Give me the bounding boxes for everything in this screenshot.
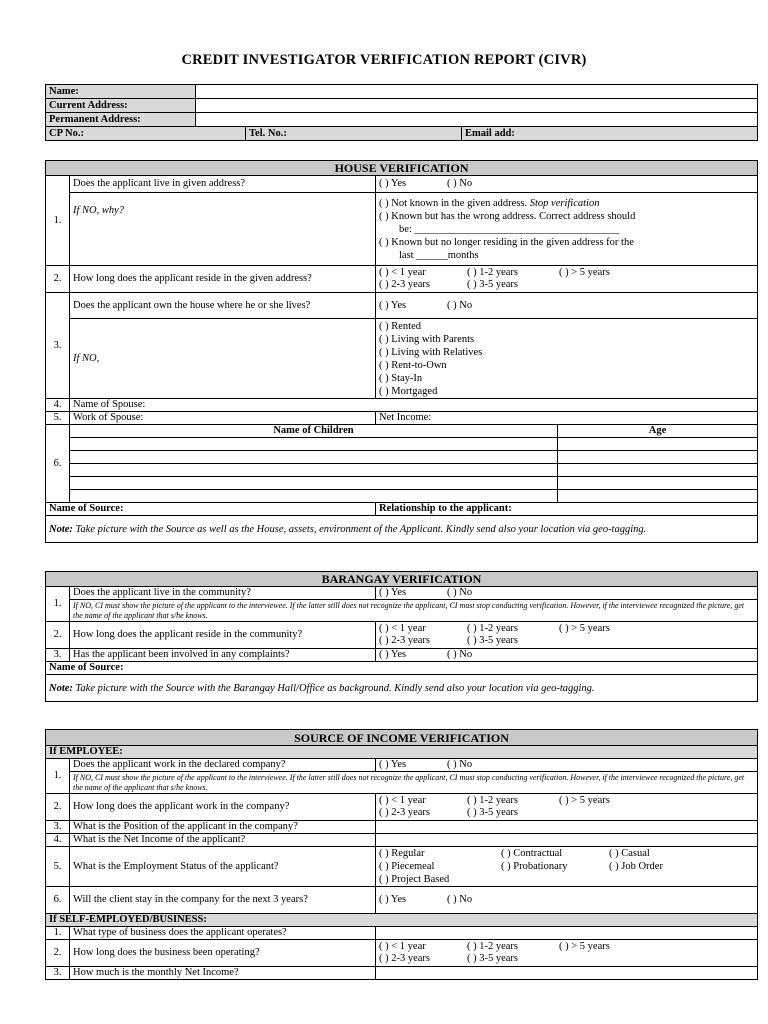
house-q2: How long does the applicant reside in the given address? — [70, 266, 376, 293]
duration-gt5[interactable]: ( ) > 5 years — [559, 941, 610, 952]
child-age-cell[interactable] — [558, 438, 758, 451]
business-type-field[interactable] — [376, 927, 758, 940]
child-name-cell[interactable] — [70, 477, 558, 490]
duration-1-2[interactable]: ( ) 1-2 years — [467, 795, 519, 806]
business-q3: How much is the monthly Net Income? — [70, 967, 376, 980]
item-number: 2. — [46, 940, 70, 967]
barangay-note: Take picture with the Source with the Barangay Hall/Office as background. Kindly send also your location via geo-tagging. — [75, 682, 595, 694]
barangay-verification-table — [45, 571, 758, 702]
item-number: 4. — [46, 399, 70, 412]
barangay-q1-note: If NO, CI must show the picture of the applicant to the interviewee. If the latter still does not recognize the applicant, CI must stop conducting verification. However, if the interviewee recognized the picture, get the name of the applicant that s/he knows. — [70, 600, 758, 622]
child-name-cell[interactable] — [70, 490, 558, 503]
contractual-option[interactable]: ( ) Contractual — [501, 848, 563, 859]
spouse-name-label: Name of Spouse: — [70, 399, 758, 412]
employee-q3: What is the Position of the applicant in the company? — [70, 821, 376, 834]
yes-option[interactable]: ( ) Yes — [379, 178, 407, 189]
item-number: 2. — [46, 266, 70, 293]
item-number: 5. — [46, 412, 70, 425]
house-verification-table — [45, 160, 758, 543]
current-address-field[interactable] — [196, 99, 758, 113]
job-order-option[interactable]: ( ) Job Order — [609, 861, 663, 872]
children-header: Name of Children — [70, 425, 558, 438]
duration-2-3[interactable]: ( ) 2-3 years — [379, 807, 431, 818]
duration-lt1[interactable]: ( ) < 1 year — [379, 795, 426, 806]
position-field[interactable] — [376, 821, 758, 834]
income-header: SOURCE OF INCOME VERIFICATION — [46, 730, 758, 746]
duration-3-5[interactable]: ( ) 3-5 years — [467, 807, 519, 818]
note-label: Note: — [49, 682, 73, 694]
child-age-cell[interactable] — [558, 464, 758, 477]
permanent-address-label: Permanent Address: — [46, 113, 196, 127]
employee-q5: What is the Employment Status of the applicant? — [70, 847, 376, 887]
employee-q2: How long does the applicant work in the company? — [70, 794, 376, 821]
item-number: 5. — [46, 847, 70, 887]
yes-option[interactable]: ( ) Yes — [379, 649, 407, 660]
employee-q1: Does the applicant work in the declared company? — [70, 759, 376, 772]
report-title: CREDIT INVESTIGATOR VERIFICATION REPORT (CIVR) — [181, 52, 587, 68]
business-q2: How long does the business been operating? — [70, 940, 376, 967]
item-number: 1. — [46, 759, 70, 794]
applicant-info-table — [45, 84, 758, 141]
house-note: Take picture with the Source as well as the House, assets, environment of the Applicant. Kindly send also your location via geo-tagging. — [75, 523, 647, 535]
duration-1-2[interactable]: ( ) 1-2 years — [467, 623, 519, 634]
duration-lt1[interactable]: ( ) < 1 year — [379, 267, 426, 278]
child-name-cell[interactable] — [70, 438, 558, 451]
not-known-option[interactable]: ( ) Not known in the given address. — [379, 197, 528, 209]
item-number: 3. — [46, 649, 70, 662]
business-q1: What type of business does the applicant operates? — [70, 927, 376, 940]
item-number: 6. — [46, 425, 70, 503]
no-option[interactable]: ( ) No — [447, 178, 473, 189]
duration-3-5[interactable]: ( ) 3-5 years — [467, 635, 519, 646]
no-option[interactable]: ( ) No — [447, 649, 473, 660]
duration-gt5[interactable]: ( ) > 5 years — [559, 267, 610, 278]
item-number: 3. — [46, 967, 70, 980]
barangay-source-label: Name of Source: — [46, 662, 758, 675]
house-q1: Does the applicant live in given address? — [70, 176, 376, 193]
probationary-option[interactable]: ( ) Probationary — [501, 861, 568, 872]
duration-gt5[interactable]: ( ) > 5 years — [559, 795, 610, 806]
spouse-work-label: Work of Spouse: — [70, 412, 376, 425]
yes-option[interactable]: ( ) Yes — [379, 759, 407, 770]
item-number: 6. — [46, 887, 70, 914]
house-header: HOUSE VERIFICATION — [46, 161, 758, 176]
permanent-address-field[interactable] — [196, 113, 758, 127]
monthly-income-field[interactable] — [376, 967, 758, 980]
item-number: 1. — [46, 176, 70, 266]
net-income-label: Net Income: — [376, 412, 758, 425]
living-with-relatives-option[interactable]: ( ) Living with Relatives — [379, 346, 483, 358]
employee-q1-note: If NO, CI must show the picture of the applicant to the interviewee. If the latter still does not recognize the applicant, CI must stop conducting verification. However, if the interviewee recognized the picture, get the name of the applicant that s/he knows. — [70, 772, 758, 794]
living-with-parents-option[interactable]: ( ) Living with Parents — [379, 333, 475, 345]
self-employed-label: If SELF-EMPLOYED/BUSINESS: — [46, 914, 758, 927]
barangay-q3: Has the applicant been involved in any complaints? — [70, 649, 376, 662]
relationship-label: Relationship to the applicant: — [376, 503, 758, 516]
no-option[interactable]: ( ) No — [447, 299, 473, 311]
item-number: 3. — [46, 821, 70, 834]
net-income-field[interactable] — [376, 834, 758, 847]
project-based-option[interactable]: ( ) Project Based — [379, 874, 450, 885]
barangay-q2: How long does the applicant reside in the community? — [70, 622, 376, 649]
source-name-label: Name of Source: — [46, 503, 376, 516]
note-label: Note: — [49, 523, 73, 535]
months-line[interactable]: last ______months — [399, 249, 479, 261]
yes-option[interactable]: ( ) Yes — [379, 299, 407, 311]
yes-option[interactable]: ( ) Yes — [379, 894, 407, 905]
current-address-label: Current Address: — [46, 99, 196, 113]
cp-no-label: CP No.: — [46, 127, 246, 141]
casual-option[interactable]: ( ) Casual — [609, 848, 650, 859]
stay-in-option[interactable]: ( ) Stay-In — [379, 372, 423, 384]
regular-option[interactable]: ( ) Regular — [379, 848, 425, 859]
no-longer-residing-option[interactable]: ( ) Known but no longer residing in the given address for the — [379, 236, 634, 248]
barangay-header: BARANGAY VERIFICATION — [46, 572, 758, 587]
item-number: 3. — [46, 293, 70, 399]
duration-lt1[interactable]: ( ) < 1 year — [379, 623, 426, 634]
mortgaged-option[interactable]: ( ) Mortgaged — [379, 385, 438, 397]
stop-verification: Stop verification — [529, 197, 600, 209]
item-number: 2. — [46, 794, 70, 821]
piecemeal-option[interactable]: ( ) Piecemeal — [379, 861, 435, 872]
duration-3-5[interactable]: ( ) 3-5 years — [467, 279, 519, 290]
child-name-cell[interactable] — [70, 451, 558, 464]
rented-option[interactable]: ( ) Rented — [379, 320, 421, 332]
duration-2-3[interactable]: ( ) 2-3 years — [379, 279, 431, 290]
income-verification-table — [45, 729, 758, 980]
tel-no-label: Tel. No.: — [246, 127, 462, 141]
name-label: Name: — [46, 85, 196, 99]
no-option[interactable]: ( ) No — [447, 587, 473, 598]
duration-2-3[interactable]: ( ) 2-3 years — [379, 953, 431, 964]
item-number: 2. — [46, 622, 70, 649]
house-q3: Does the applicant own the house where he or she lives? — [70, 293, 376, 319]
if-no-why: If NO, why? — [70, 193, 376, 266]
employee-q6: Will the client stay in the company for the next 3 years? — [70, 887, 376, 914]
duration-1-2[interactable]: ( ) 1-2 years — [467, 267, 519, 278]
child-name-cell[interactable] — [70, 464, 558, 477]
email-label: Email add: — [462, 127, 758, 141]
duration-1-2[interactable]: ( ) 1-2 years — [467, 941, 519, 952]
no-option[interactable]: ( ) No — [447, 759, 473, 770]
child-age-cell[interactable] — [558, 490, 758, 503]
employee-q4: What is the Net Income of the applicant? — [70, 834, 376, 847]
duration-lt1[interactable]: ( ) < 1 year — [379, 941, 426, 952]
no-option[interactable]: ( ) No — [447, 894, 473, 905]
age-header: Age — [558, 425, 758, 438]
wrong-address-option[interactable]: ( ) Known but has the wrong address. Correct address should — [379, 210, 636, 222]
item-number: 1. — [46, 587, 70, 622]
barangay-q1: Does the applicant live in the community? — [70, 587, 376, 600]
item-number: 1. — [46, 927, 70, 940]
rent-to-own-option[interactable]: ( ) Rent-to-Own — [379, 359, 447, 371]
employee-label: If EMPLOYEE: — [46, 746, 758, 759]
duration-2-3[interactable]: ( ) 2-3 years — [379, 635, 431, 646]
child-age-cell[interactable] — [558, 477, 758, 490]
duration-3-5[interactable]: ( ) 3-5 years — [467, 953, 519, 964]
name-field[interactable] — [196, 85, 758, 99]
child-age-cell[interactable] — [558, 451, 758, 464]
if-no-label: If NO, — [70, 319, 376, 399]
correct-address-line[interactable]: be: _______________________________________ — [399, 223, 620, 235]
yes-option[interactable]: ( ) Yes — [379, 587, 407, 598]
duration-gt5[interactable]: ( ) > 5 years — [559, 623, 610, 634]
item-number: 4. — [46, 834, 70, 847]
